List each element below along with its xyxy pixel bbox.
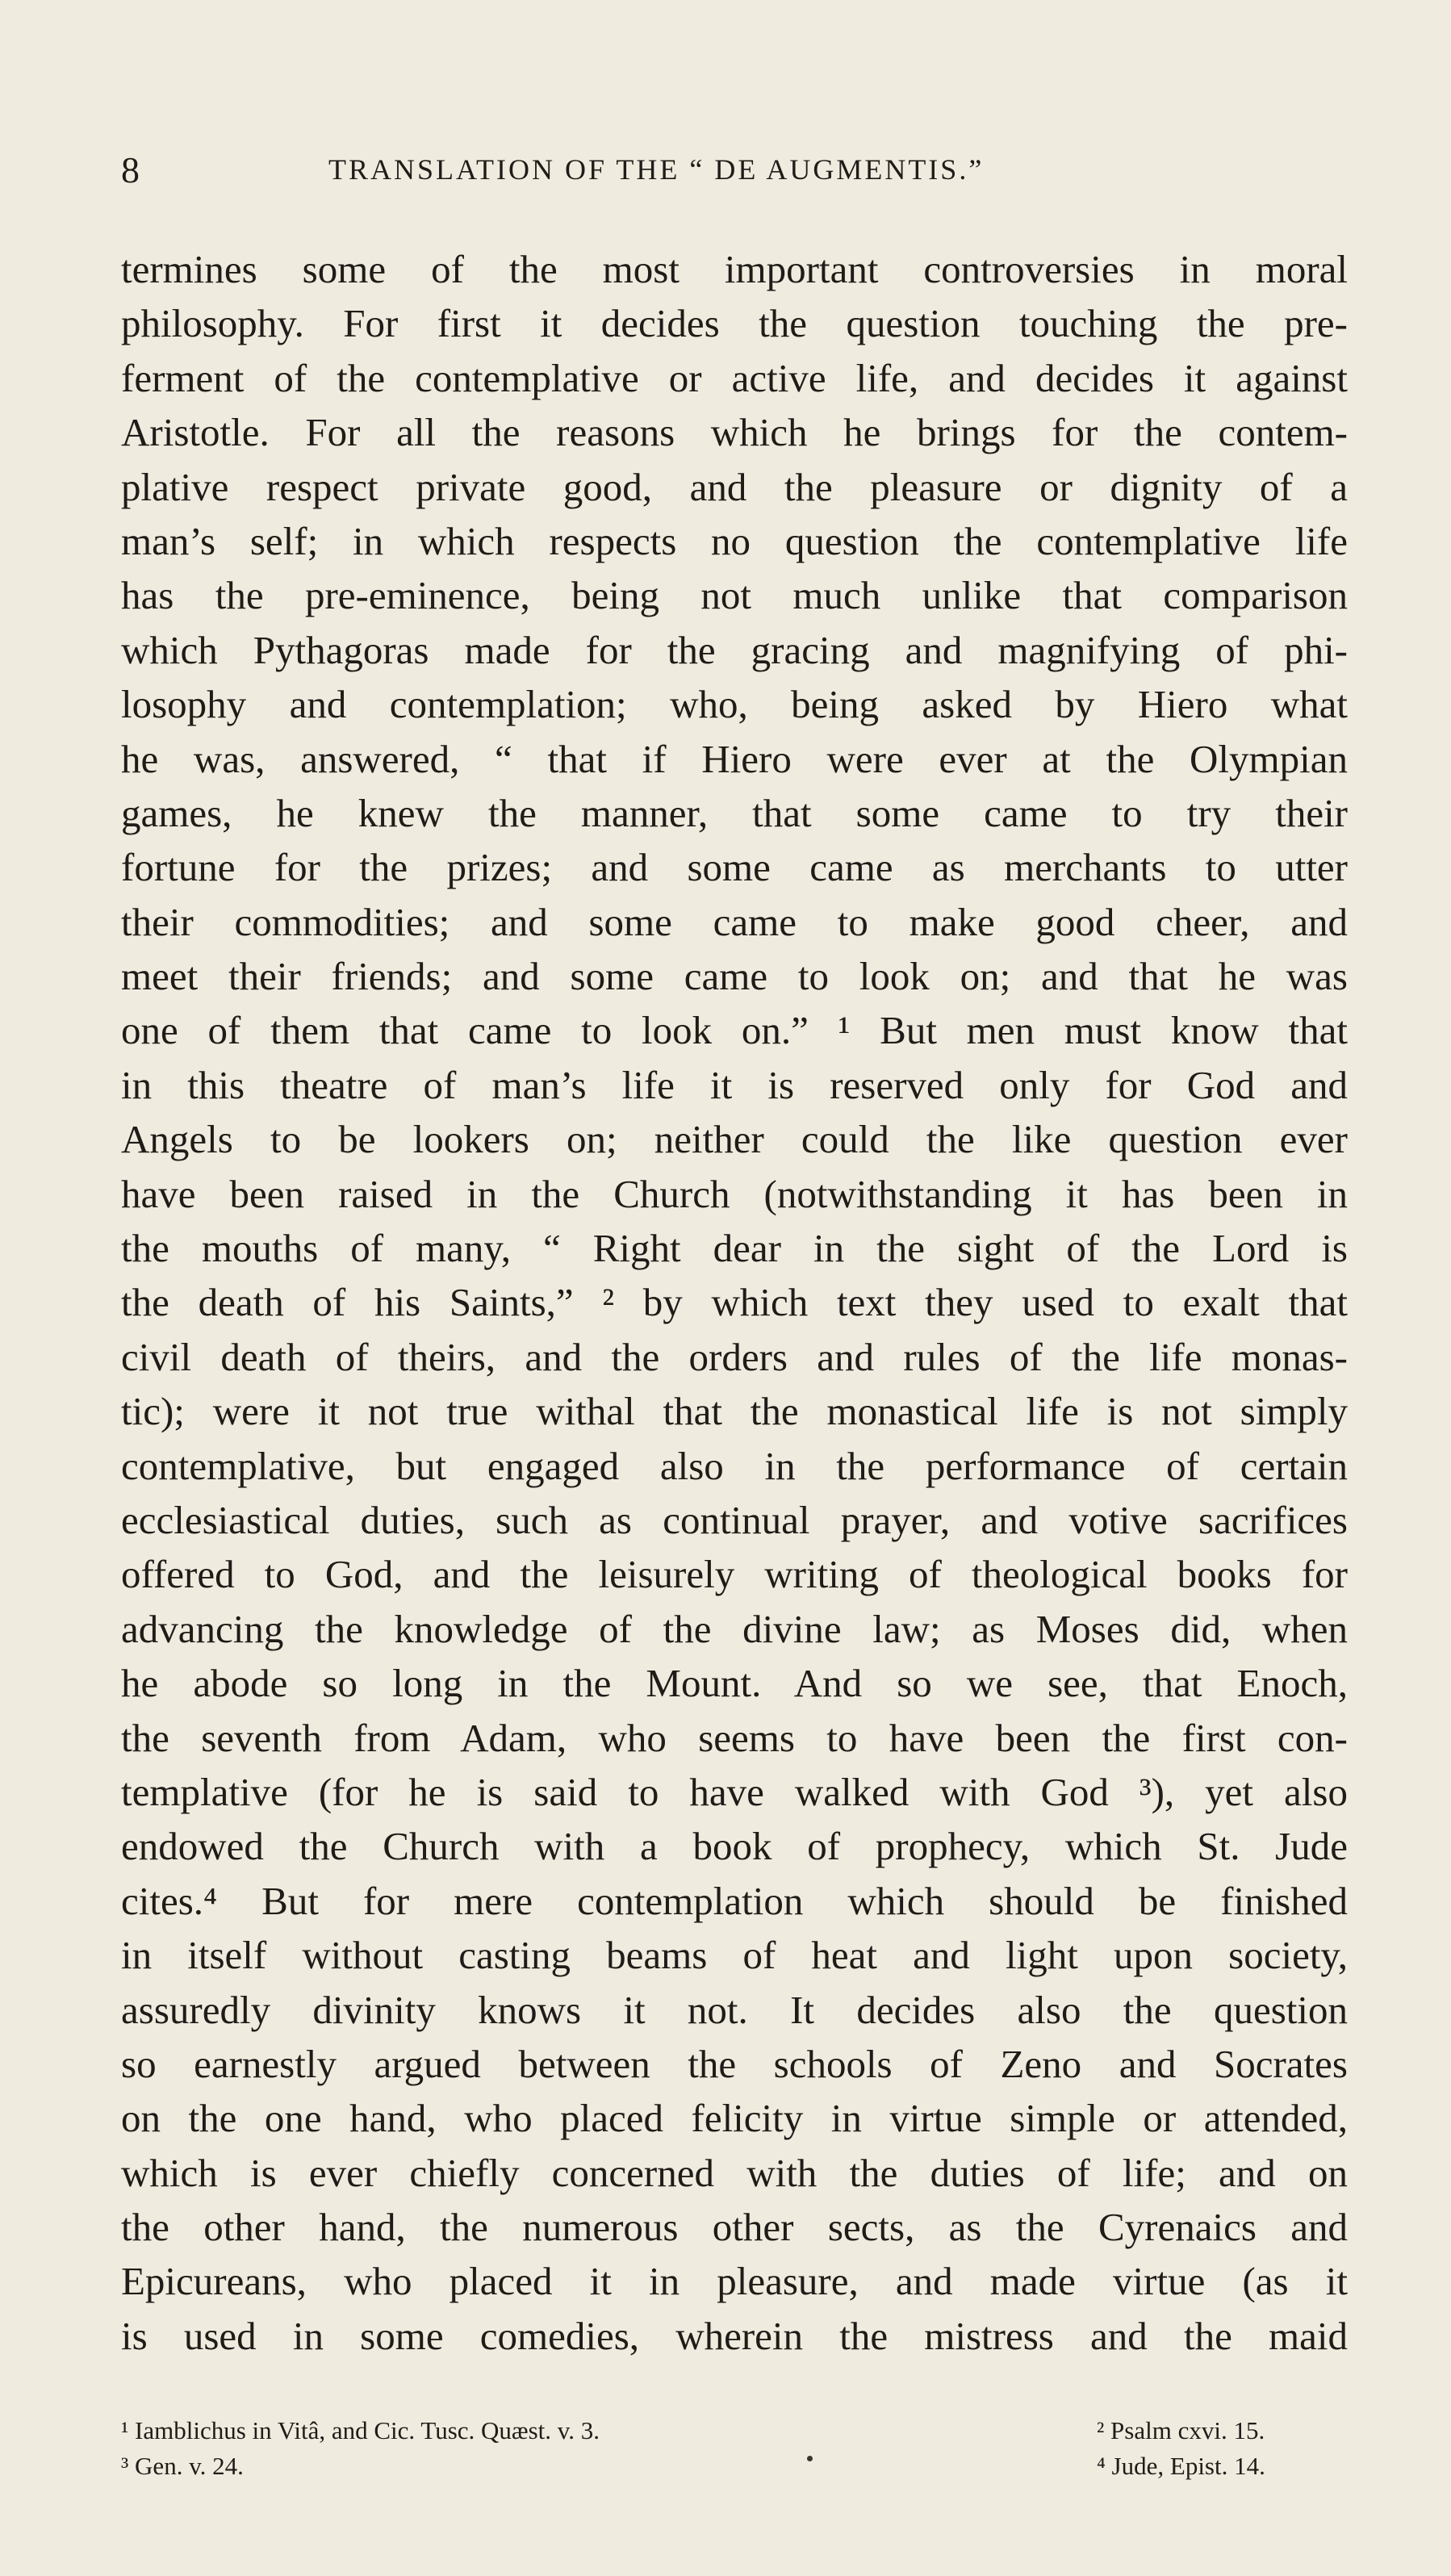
text-line: Epicureans, who placed it in pleasure, and made virtue (as it [121, 2259, 1348, 2304]
text-line: tic); were it not true withal that the monastical life is not simply [121, 1389, 1348, 1434]
text-line: termines some of the most important controversies in moral [121, 247, 1348, 291]
text-line: is used in some comedies, wherein the mistress and the maid [121, 2313, 1348, 2358]
footnotes [121, 2413, 1348, 2484]
ink-speck [807, 2456, 813, 2461]
text-line: assuredly divinity knows it not. It decides also the question [121, 1987, 1348, 2032]
text-line: templative (for he is said to have walked with God ³), yet also [121, 1769, 1348, 1814]
text-line: which is ever chiefly concerned with the duties of life; and on [121, 2150, 1348, 2195]
text-line: plative respect private good, and the pleasure or dignity of a [121, 464, 1348, 509]
text-line: the mouths of many, “ Right dear in the sight of the Lord is [121, 1226, 1348, 1271]
text-line: the death of his Saints,” ² by which text they used to exalt that [121, 1280, 1348, 1325]
running-head: TRANSLATION OF THE “ DE AUGMENTIS.” [328, 153, 985, 186]
text-line: has the pre-eminence, being not much unlike that comparison [121, 573, 1348, 618]
text-line: losophy and contemplation; who, being asked by Hiero what [121, 682, 1348, 727]
text-line: civil death of theirs, and the orders and rules of the life monas- [121, 1334, 1348, 1379]
text-line: in itself without casting beams of heat and light upon society, [121, 1933, 1348, 1978]
footnote-row [121, 2413, 1348, 2448]
footnote-2: ² Psalm cxvi. 15. [1097, 2416, 1265, 2444]
text-line: the other hand, the numerous other sects, as the Cyrenaics and [121, 2205, 1348, 2250]
text-line: ecclesiastical duties, such as continual prayer, and votive sacrifices [121, 1497, 1348, 1542]
text-line: advancing the knowledge of the divine law; as Moses did, when [121, 1606, 1348, 1651]
text-line: Aristotle. For all the reasons which he brings for the contem- [121, 410, 1348, 455]
text-line: he abode so long in the Mount. And so we see, that Enoch, [121, 1661, 1348, 1706]
text-line: cites.⁴ But for mere contemplation which should be finished [121, 1878, 1348, 1923]
footnote-1: ¹ Iamblichus in Vitâ, and Cic. Tusc. Quæst. v. 3. [121, 2416, 600, 2444]
footnote-row [121, 2448, 1348, 2484]
text-line: Angels to be lookers on; neither could the like question ever [121, 1117, 1348, 1162]
body-text [121, 242, 1348, 2363]
text-line: he was, answered, “ that if Hiero were ever at the Olympian [121, 736, 1348, 781]
text-line: have been raised in the Church (notwithstanding it has been in [121, 1171, 1348, 1216]
footnote-3: ³ Gen. v. 24. [121, 2452, 244, 2480]
text-line: so earnestly argued between the schools of Zeno and Socrates [121, 2041, 1348, 2086]
text-line: offered to God, and the leisurely writing of theological books for [121, 1552, 1348, 1597]
text-line: contemplative, but engaged also in the performance of certain [121, 1443, 1348, 1488]
text-line: games, he knew the manner, that some came to try their [121, 790, 1348, 835]
text-line: in this theatre of man’s life it is reserved only for God and [121, 1062, 1348, 1107]
text-line: the seventh from Adam, who seems to have been the first con- [121, 1715, 1348, 1760]
text-line: meet their friends; and some came to look on; and that he was [121, 954, 1348, 999]
text-line: on the one hand, who placed felicity in virtue simple or attended, [121, 2096, 1348, 2141]
text-line: man’s self; in which respects no question the contemplative life [121, 518, 1348, 563]
text-line: ferment of the contemplative or active life, and decides it against [121, 355, 1348, 400]
page-number: 8 [121, 149, 140, 190]
text-line: endowed the Church with a book of prophecy, which St. Jude [121, 1824, 1348, 1869]
text-line: one of them that came to look on.” ¹ But men must know that [121, 1008, 1348, 1053]
text-line: their commodities; and some came to make good cheer, and [121, 899, 1348, 944]
page-header [121, 149, 1348, 208]
text-line: which Pythagoras made for the gracing and magnifying of phi- [121, 627, 1348, 672]
text-line: fortune for the prizes; and some came as merchants to utter [121, 845, 1348, 890]
text-line: philosophy. For first it decides the question touching the pre- [121, 301, 1348, 346]
footnote-4: ⁴ Jude, Epist. 14. [1097, 2452, 1265, 2480]
